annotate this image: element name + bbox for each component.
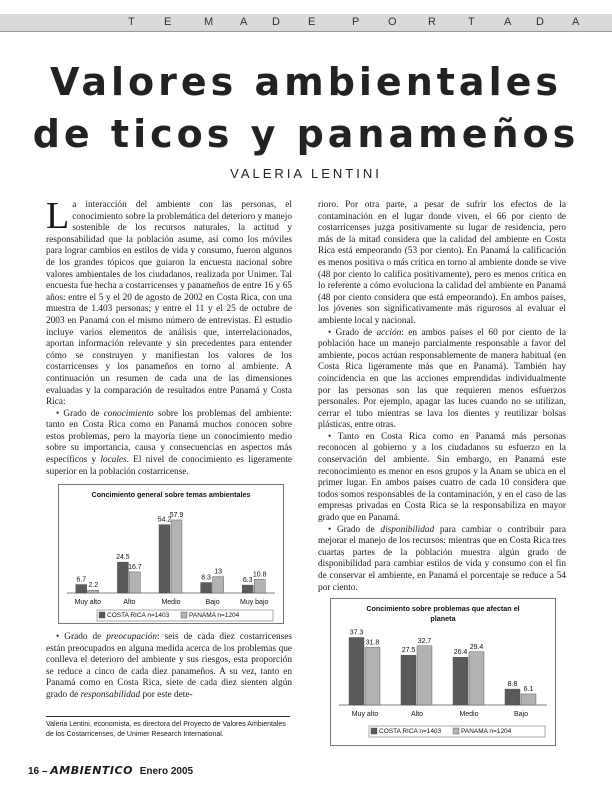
kicker-letter: E — [308, 16, 316, 28]
category-label: Bajo — [205, 599, 220, 606]
bullet-lead: • Grado de — [328, 524, 381, 535]
left-column — [46, 195, 292, 478]
responsibility-paragraph: • Tanto en Costa Rica como en Panamá más personas reconocen al gobierno y a los ciudadanos su esfuerzo en la conservación del ambiente. Sin embargo, en Panamá este reconocimiento es menor en esos grupos y la Anam se ubica en el primer lugar. En ambos países cuatro de cada 10 considera que todos somos responsables de la contaminación, y en el caso de las empresas privadas en Costa Rica se la responsabiliza en mayor grado que en Panamá. — [318, 431, 566, 524]
data-label: 57.9 — [169, 511, 184, 519]
category-label: Medio — [161, 599, 181, 606]
data-label: 2.2 — [88, 582, 99, 590]
kicker-letter: T — [128, 16, 135, 28]
folio-dash: – — [41, 766, 48, 777]
evaluation-paragraph: rioro. Por otra parte, a pesar de sufrir los efectos de la contaminación en el lugar donde viven, el 66 por ciento de costarricenses juzga positivamente su lugar de residencia, pero más de la mitad considera que la calidad del ambiente en Costa Rica está empeorando (53 por ciento). En Panamá la calificación es menos positiva o más crítica en torno al ambiente donde se vive (48 por ciento lo califica positivamente), pero es menos crítica en lo referente a cómo evoluciona la calidad del ambiente en Panamá (48 por ciento considera que está empeorando). En ambos países, los jóvenes son significativamente más rigurosos al evaluar el ambiente local y nacional. — [318, 200, 566, 326]
bar-panama — [469, 652, 484, 705]
data-label: 54.2 — [157, 516, 172, 524]
category-label: Alto — [410, 711, 424, 718]
legend-label: COSTA RICA n=1403 — [107, 612, 170, 619]
kicker-letter: A — [504, 16, 512, 28]
emphasis: preocupación — [106, 632, 158, 642]
legend-label: COSTA RICA n=1403 — [379, 728, 442, 735]
kicker-letter: D — [536, 16, 544, 28]
legend-swatch — [371, 728, 377, 734]
author-byline: VALERIA LENTINI — [230, 166, 382, 181]
chart-title: Concimiento sobre problemas que afectan el — [366, 604, 520, 613]
data-label: 24.5 — [116, 554, 130, 562]
page-number: 16 — [28, 766, 40, 777]
article-title — [0, 56, 612, 160]
data-label: 6.3 — [242, 577, 253, 585]
chart-general-knowledge — [58, 484, 284, 624]
data-label: 37.3 — [349, 629, 364, 637]
bar-costa-rica — [117, 562, 128, 593]
bar-panama — [88, 590, 99, 593]
paragraph-text: sobre los problemas del ambiente: tanto en Costa Rica como en Panamá muchos conocen sobre estos problemas, pero la mayoría tiene un conocimiento medio sobre su importancia, causa y consecuencias en aspectos más específicos y — [46, 408, 292, 466]
bar-panama — [213, 577, 224, 593]
bar-panama — [129, 572, 140, 593]
data-label: 32.7 — [417, 637, 432, 645]
category-label: Muy bajo — [239, 599, 269, 606]
emphasis: conocimiento — [103, 408, 154, 419]
chart-title: Concimiento general sobre temas ambientales — [91, 490, 251, 499]
bar-costa-rica — [76, 585, 87, 593]
section-kicker-bar — [0, 14, 612, 32]
kicker-letter: A — [572, 16, 580, 28]
page-folio — [28, 764, 193, 777]
author-footnote: Valeria Lentini, economista, es directora del Proyecto de Valores Ambientales de los Costarricenses, de Unimer Research International. — [46, 721, 286, 738]
bar-costa-rica — [349, 638, 364, 705]
drop-cap: L — [46, 195, 70, 237]
emphasis: locales — [100, 455, 127, 466]
category-label: Muy alto — [74, 599, 102, 606]
kicker-letter: E — [164, 16, 172, 28]
bar-costa-rica — [401, 655, 416, 705]
kicker-letter: M — [204, 16, 214, 28]
footnote-rule — [46, 716, 290, 717]
action-paragraph — [318, 328, 566, 432]
kicker-letter: P — [352, 16, 360, 28]
bar-costa-rica — [242, 585, 253, 593]
category-label: Medio — [459, 711, 479, 718]
kicker-letter: O — [388, 16, 397, 28]
left-column-lower — [46, 632, 292, 702]
kicker-letter: A — [240, 16, 248, 28]
data-label: 16.7 — [128, 563, 142, 571]
kicker-letter: T — [468, 16, 475, 28]
category-label: Muy alto — [351, 711, 379, 718]
legend-swatch — [453, 728, 459, 734]
category-label: Bajo — [513, 711, 529, 718]
availability-paragraph — [318, 525, 566, 595]
title-line-1: Valores ambientales — [50, 60, 562, 104]
bar-panama — [365, 647, 380, 705]
bar-panama — [171, 520, 182, 593]
data-label: 27.5 — [401, 647, 416, 655]
intro-text: a interacción del ambiente con las personas, el conocimiento sobre la problemática del deterioro y manejo sostenible de los recursos naturales, la actitud y responsabilidad que la población asume, así como los móviles para lograr cambios en estilos de vida y consumo, fueron algunos de los grandes tópicos que guiaron la encuesta nacional sobre valores ambientales de los ciudadanos, realizada por Unimer. Tal encuesta fue hecha a costarricenses y panameños de entre 16 y 65 años: entre el 5 y el 20 de agosto de 2002 en Costa Rica, con una muestra de 1.403 personas; y entre el 11 y el 25 de octubre de 2003 en Panamá con el mismo número de entrevistas. El estudio incluye varios elementos de análisis que, interrelacionados, aportan información relevante y sin precedentes para entender cómo se construyen y manifiestan los valores de los costarricenses y los panameños en torno al ambiente. A continuación un resumen de cada una de las dimensiones evaluadas y la comparación de resultados entre Panamá y Costa Rica: — [46, 200, 292, 408]
bar-costa-rica — [159, 525, 170, 593]
paragraph-text: por este dete- — [140, 689, 193, 700]
legend-label: PANAMA n=1204 — [189, 612, 240, 619]
data-label: 6.7 — [76, 576, 87, 584]
data-label: 29.4 — [469, 643, 484, 651]
legend-swatch — [99, 612, 105, 618]
bullet-lead: • Grado de — [56, 632, 107, 642]
data-label: 8.3 — [201, 574, 211, 582]
bullet-lead: • Grado de — [328, 327, 377, 338]
legend-label: PANAMA n=1204 — [461, 728, 512, 735]
title-line-2: de ticos y panameños — [32, 112, 580, 156]
bar-costa-rica — [201, 583, 212, 593]
category-label: Alto — [123, 599, 136, 606]
data-label: 13 — [214, 568, 222, 576]
concern-paragraph — [46, 632, 292, 702]
magazine-logo: AMBIENTICO — [50, 764, 133, 777]
data-label: 26.4 — [453, 649, 468, 657]
emphasis: disponibilidad — [380, 524, 435, 535]
chart-planet-problems — [330, 598, 556, 746]
bar-costa-rica — [453, 657, 468, 705]
paragraph-text: para cambiar o contribuir para mejorar el manejo de los recursos: mientras que en Costa Rica tres cuartas partes de la población muestra algún grado de disponibilidad para cambiar estilos de vida y consumo con el fin de conservar el ambiente, en Panamá el porcentaje se reduce a 54 por ciento. — [318, 524, 566, 593]
data-label: 10.8 — [252, 571, 267, 579]
chart-title: planeta — [430, 614, 456, 623]
emphasis: responsabilidad — [80, 689, 141, 700]
right-column — [318, 200, 566, 594]
chart-general-knowledge-svg — [59, 485, 283, 623]
bar-panama — [417, 646, 432, 705]
bar-panama — [521, 694, 536, 705]
emphasis: acción — [376, 327, 402, 338]
data-label: 31.8 — [365, 639, 380, 647]
data-label: 6.1 — [523, 685, 534, 693]
bar-panama — [254, 579, 265, 593]
bullet-lead: • Grado de — [56, 408, 104, 419]
paragraph-text: : en ambos países el 60 por ciento de la población hace un manejo parcialmente responsable a favor del ambiente, pocos actúan responsablemente de manera habitual (en Costa Rica ligeramente más que en Panamá). También hay coincidencia en que las acciones emprendidas individualmente por las personas son las que requieren menos esfuerzos personales. Por ejemplo, apagar las luces cuando no se utilizan, cerrar el tubo mientras se lava los dientes y reutilizar bolsas plásticas, entre otras. — [318, 327, 566, 431]
data-label: 8.8 — [507, 681, 518, 689]
chart-planet-problems-svg — [331, 599, 555, 745]
bar-costa-rica — [505, 689, 520, 705]
kicker-letter: D — [272, 16, 280, 28]
knowledge-paragraph — [46, 409, 292, 479]
intro-paragraph — [46, 195, 292, 409]
paragraph-text: . El nivel de conocimiento es ligeramente superior en la población costarricense. — [46, 455, 292, 477]
paragraph-text: : seis de cada diez costarricenses están preocupados en alguna medida acerca de los problemas que conlleva el deterioro del ambiente y sus riesgos, esta proporción se reduce a cinco de cada diez panameños. A su vez, tanto en Panamá como en Costa Rica, siete de cada diez sienten algún grado de — [46, 632, 292, 700]
kicker-letter: R — [428, 16, 436, 28]
issue-date: Enero 2005 — [139, 766, 194, 777]
legend-swatch — [181, 612, 187, 618]
